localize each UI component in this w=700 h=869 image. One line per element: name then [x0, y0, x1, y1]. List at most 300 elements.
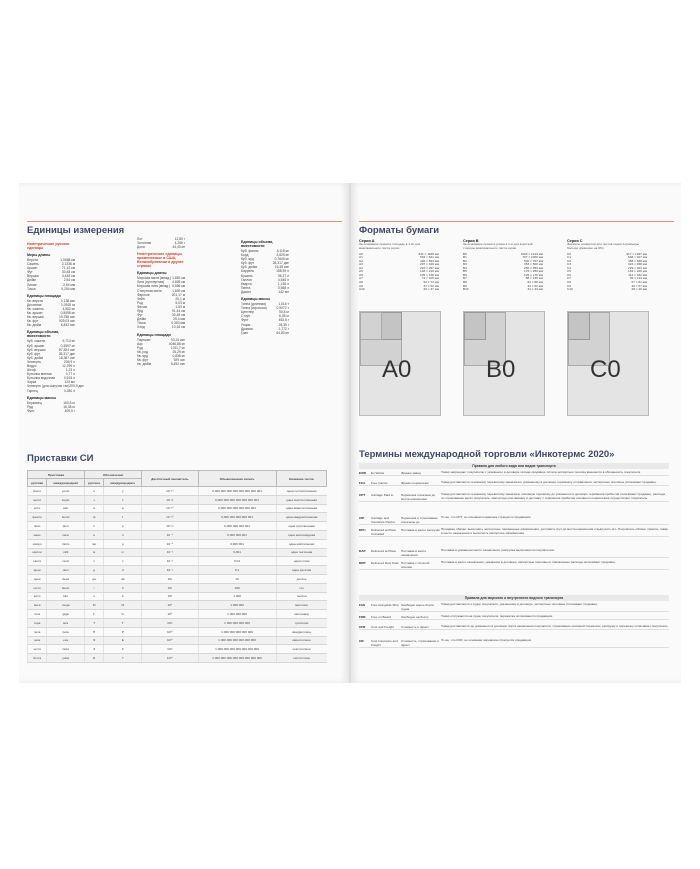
unit-value: 929 см² — [173, 357, 185, 362]
units-subtitle-2: Неметрические единицы, применяемые в США, Великобритании и других странах — [137, 252, 184, 269]
unit-name: Драхма — [241, 326, 253, 331]
unit-row — [137, 245, 185, 249]
si-cell: k — [104, 592, 142, 601]
unit-name: Куб. сажень — [27, 339, 46, 344]
si-table-row — [28, 548, 327, 557]
si-table-row — [28, 592, 327, 601]
si-cell: 10⁻¹⁸ — [142, 504, 198, 513]
si-cell: 1 000 000 — [198, 601, 276, 610]
incoterm-row — [359, 516, 669, 525]
si-cell: Г — [85, 610, 104, 619]
si-cell: миллион — [276, 601, 326, 610]
unit-name: Куб. дюйм — [241, 265, 257, 270]
unit-value: 12,299 л — [62, 363, 75, 368]
unit-name: Куб. фут — [27, 351, 41, 356]
paper-size-name: A8 — [359, 279, 363, 284]
unit-group-title: Меры длины — [27, 253, 51, 257]
unit-name: Берковец — [27, 400, 42, 405]
unit-name: Сажень — [27, 262, 39, 267]
si-cell: milli — [47, 548, 85, 557]
unit-name: Кв. дюйм — [27, 323, 42, 328]
incoterm-description: Поставка в место назначения, указанное в договоре, импортные пошлины и таможенные расходы оплачивает продавец. — [441, 560, 616, 564]
incoterm-row — [359, 481, 669, 486]
unit-value: 91,44 см — [171, 309, 185, 314]
si-cell: yotta — [47, 654, 85, 663]
si-cell: одна миллионная — [276, 539, 326, 548]
si-cell: h — [104, 583, 142, 592]
si-cell: m — [104, 548, 142, 557]
paper-size-value: 250 × 353 мм — [524, 265, 543, 270]
si-cell: одна секстиллионная — [276, 495, 326, 504]
paper-size-value: 88 × 125 мм — [525, 276, 543, 281]
unit-value: 1,83 м — [175, 304, 185, 309]
unit-value: 30,48 см — [171, 313, 185, 318]
si-cell: экса — [28, 636, 47, 645]
paper-size-value: 57 × 81 мм — [631, 279, 647, 284]
paper-size-value: 52 × 74 мм — [423, 279, 439, 284]
si-cell: 10²¹ — [142, 645, 198, 654]
si-cell: микро — [28, 539, 47, 548]
unit-name: Фунт — [241, 318, 249, 323]
unit-name: Куб. ярд — [241, 257, 254, 262]
paper-size-name: C0 — [567, 251, 571, 256]
si-cell: n — [104, 530, 142, 539]
si-table-row — [28, 583, 327, 592]
series-description: Форматы конвертов для листов серии A (размеры больше примерно на 9%) — [567, 242, 640, 250]
unit-value: 3,280 л — [63, 388, 75, 393]
units-subtitle: Неметрические русские единицы — [27, 242, 70, 250]
unit-value: 0,3597 м³ — [60, 343, 75, 348]
unit-name: Бутылка винная — [27, 372, 52, 377]
incoterm-code: DDP — [359, 561, 366, 565]
paper-size-value: 44 × 62 мм — [527, 283, 543, 288]
incoterm-description: Товар доставляется основному перевозчику заказчика и указанному в договоре терминалу отправления, экспортные пошлины уплачивает продавец. — [441, 480, 657, 484]
paper-size-value: 324 × 458 мм — [628, 262, 647, 267]
paper-size-name: B1 — [463, 255, 467, 260]
si-cell: Z — [104, 645, 142, 654]
si-table-row — [28, 654, 327, 663]
unit-name: Дюйм — [27, 278, 36, 283]
si-cell: f — [104, 513, 142, 522]
si-cell: 1 000 000 000 000 000 000 000 000 — [198, 654, 276, 663]
units-column-2 — [137, 237, 185, 366]
si-cell: н — [85, 530, 104, 539]
unit-value: 16,387 см³ — [58, 355, 75, 360]
si-header-symbol: Обозначение — [85, 471, 142, 479]
unit-name: Кв. фут — [137, 357, 149, 362]
paper-size-name: A3 — [359, 262, 363, 267]
paper-size-name: C7 — [567, 276, 571, 281]
incoterm-description: Товар запрещают покупателю с указанного в договоре склада продавца, оплата экспортных пошлин вменяется в обязанность покупателя. — [441, 470, 642, 474]
paper-size-name: A6 — [359, 272, 363, 277]
unit-name: Морская миля (межд.) — [137, 276, 172, 281]
si-cell: E — [104, 636, 142, 645]
unit-name: Пинта — [241, 285, 251, 290]
paper-formats-title: Форматы бумаги — [359, 225, 440, 236]
incoterm-english: Cost Insurance and Freight — [371, 639, 398, 647]
unit-row — [241, 331, 289, 335]
si-cell: нано — [28, 530, 47, 539]
paper-size-value: 297 × 420 мм — [420, 262, 439, 267]
units-title: Единицы измерения — [27, 225, 125, 236]
si-cell: и — [85, 487, 104, 496]
unit-value: 6,452 см² — [170, 362, 185, 367]
unit-name: Золотник — [137, 241, 152, 246]
paper-size-value: 37 × 52 мм — [423, 283, 439, 288]
si-table-row — [28, 557, 327, 566]
series-description: За основание принята площадь в 1 м² для максимального листа серии — [359, 242, 421, 250]
si-table-row — [28, 495, 327, 504]
incoterm-description: Товар доставляется к судну покупателя, указанному в договоре, экспортные пошлины уплачивает продавец. — [441, 602, 598, 606]
unit-name: Куб. фут — [241, 261, 255, 266]
incoterm-russian: Свободно на борту — [401, 615, 429, 619]
si-table-row — [28, 574, 327, 583]
si-cell: T — [104, 618, 142, 627]
top-rule — [27, 221, 342, 222]
si-cell: миллиард — [276, 610, 326, 619]
incoterm-english: Delivered at Place — [371, 549, 397, 553]
si-cell: зетта — [28, 645, 47, 654]
si-cell: 0,000 000 000 001 — [198, 522, 276, 531]
si-cell: p — [104, 522, 142, 531]
unit-name: Верста — [27, 258, 38, 262]
paper-size-value: 162 × 229 мм — [628, 269, 647, 274]
incoterm-description: Продавец обязан: выполнить экспортные таможенные оформления, доставить груз до места назначения и выгрузить его. Покупатель обязан: принять товар в месте назначения и выполнить импортное оформление. — [441, 527, 668, 535]
unit-group-title: Единицы массы — [27, 395, 57, 400]
paper-size-name: A10 — [359, 287, 365, 292]
unit-value: 1,138 км² — [61, 298, 75, 303]
si-cell: сто — [276, 583, 326, 592]
paper-size-value: 707 × 1000 мм — [522, 255, 543, 260]
paper-size-name: C8 — [567, 279, 571, 284]
series-description: За основание принята длина в 1 м для короткой стороны максимального листа серии — [463, 242, 533, 250]
paper-series-c — [567, 239, 647, 292]
si-prefix-table — [27, 470, 327, 663]
si-cell: 10⁻¹⁵ — [142, 513, 198, 522]
si-cell: одна квадриллионная — [276, 513, 326, 522]
incoterm-row — [359, 603, 669, 612]
incoterm-code: CIP — [359, 516, 365, 520]
paper-size-name: B0 — [463, 251, 467, 256]
si-cell: зепто — [28, 495, 47, 504]
si-cell: 10⁹ — [142, 610, 198, 619]
incoterm-russian: Перевозка и страхование оплачены до — [401, 516, 438, 524]
unit-name: Джилл — [241, 289, 252, 294]
si-header-notation: Обыкновенная запись — [198, 471, 276, 487]
si-cell: 10⁻² — [142, 557, 198, 566]
unit-name: Вершок — [27, 274, 39, 279]
unit-value: 4,546 л — [277, 277, 289, 282]
si-cell: да — [85, 574, 104, 583]
incoterm-row — [359, 549, 669, 558]
unit-name: Лига (сухопутная) — [137, 280, 165, 285]
si-cell: одна десятая — [276, 566, 326, 575]
si-cell: 10⁻¹ — [142, 566, 198, 575]
unit-row — [27, 409, 75, 413]
unit-name: Кв. вершок — [27, 315, 44, 320]
unit-value: 28,35 г — [278, 322, 289, 327]
incoterm-row — [359, 493, 669, 502]
paper-size-name: B10 — [463, 287, 469, 292]
si-cell: 10¹⁸ — [142, 636, 198, 645]
unit-value: 28,317 дм³ — [58, 351, 75, 356]
si-cell: а — [85, 504, 104, 513]
si-cell: 10¹⁵ — [142, 627, 198, 636]
paper-size-name: B6 — [463, 272, 467, 277]
incoterm-russian: Франко завод — [401, 471, 421, 475]
unit-value: 0,615 л — [63, 376, 75, 381]
unit-name: Стоун — [241, 314, 251, 319]
unit-value: 209,9 л — [63, 359, 75, 364]
unit-name: Куб. вершок — [27, 347, 46, 352]
unit-value: 6,452 см² — [60, 323, 75, 328]
book-spread — [19, 183, 681, 683]
paper-size-name: A2 — [359, 258, 363, 263]
unit-value: 123 мл — [64, 380, 75, 385]
unit-value: 0,568 л — [277, 285, 289, 290]
si-sub-ru-sym: русское — [85, 479, 104, 487]
unit-name: Кв. верста — [27, 298, 43, 303]
unit-value: 6,116 м³ — [276, 249, 289, 253]
incoterms-head-1: Правила для любого вида или видов транспорта — [359, 463, 669, 469]
unit-value: 93,24 км² — [171, 337, 185, 342]
unit-name: Фатом — [137, 304, 147, 309]
si-cell: 10² — [142, 583, 198, 592]
si-cell: йотта — [28, 654, 47, 663]
incoterms-title: Термины международной торговли «Инкотермс 2020» — [359, 449, 615, 460]
si-cell: zepto — [47, 495, 85, 504]
si-table-row — [28, 627, 327, 636]
sheet-a0 — [359, 311, 441, 416]
unit-value: 929,03 см² — [58, 319, 75, 324]
series-name: Серия B — [463, 239, 479, 243]
si-cell: с — [85, 557, 104, 566]
si-cell: мк — [85, 539, 104, 548]
si-cell: femto — [47, 513, 85, 522]
unit-value: 4,266 г — [174, 241, 185, 246]
paper-series-b — [463, 239, 543, 292]
paper-size-name: B3 — [463, 262, 467, 267]
si-cell: d — [104, 566, 142, 575]
unit-name: Гран — [241, 330, 249, 335]
unit-name: Ярд — [137, 309, 144, 314]
incoterm-russian: Франко перевозчик — [401, 481, 429, 485]
unit-value: 0,77 л — [65, 372, 75, 377]
unit-value: 0,5058 м² — [60, 311, 75, 316]
si-cell: 0,000 001 — [198, 539, 276, 548]
incoterm-english: Free Carrier — [371, 481, 388, 485]
incoterm-row — [359, 639, 669, 648]
si-table-row — [28, 610, 327, 619]
si-cell: z — [104, 495, 142, 504]
si-cell: 10⁻²¹ — [142, 495, 198, 504]
si-cell: Y — [104, 654, 142, 663]
unit-value: 12,80 г — [174, 237, 185, 241]
incoterm-code: FAS — [359, 603, 366, 607]
unit-value: 1,016 т — [278, 302, 289, 307]
incoterm-code: CPT — [359, 493, 366, 497]
unit-name: Чейн — [137, 296, 145, 301]
paper-size-value: 1000 × 1414 мм — [520, 251, 543, 256]
unit-name: Аршин — [27, 266, 38, 271]
unit-name: Четверть — [27, 359, 41, 364]
paper-size-value: 74 × 105 мм — [421, 276, 439, 281]
incoterm-russian: Перевозка оплачена до места назначения — [401, 493, 436, 501]
si-cell: mega — [47, 601, 85, 610]
si-cell: м — [85, 548, 104, 557]
unit-name: Баррель — [241, 269, 255, 274]
unit-name: Хэнд — [137, 325, 145, 330]
unit-row — [27, 287, 75, 291]
si-cell: квинтиллион — [276, 636, 326, 645]
si-table-row — [28, 513, 327, 522]
unit-name: Тонна (длинная) — [241, 302, 267, 307]
unit-name: Фунт — [27, 408, 35, 413]
paper-size-value: 176 × 250 мм — [524, 269, 543, 274]
si-cell: И — [85, 654, 104, 663]
unit-value: 9,713 м³ — [62, 339, 75, 344]
unit-name: Четверть (для сыпучих тел) — [27, 384, 70, 389]
unit-row — [137, 362, 185, 366]
unit-value: 0,353 мм — [171, 321, 185, 326]
unit-value: 409,5 г — [64, 408, 75, 413]
unit-group-title: Единицы массы — [241, 297, 271, 302]
sheet-a0-label: A0 — [382, 356, 412, 383]
si-cell: μ — [104, 539, 142, 548]
incoterm-english: Free Alongside Ship — [371, 603, 399, 607]
unit-name: Морская лига (межд.) — [137, 284, 171, 289]
si-cell: одна сотая — [276, 557, 326, 566]
unit-row — [27, 389, 75, 393]
paper-size-name: B7 — [463, 276, 467, 281]
si-cell: одна триллионная — [276, 522, 326, 531]
paper-size-name: C3 — [567, 262, 571, 267]
paper-size-row — [567, 288, 647, 292]
si-cell: kilo — [47, 592, 85, 601]
unit-name: Линия — [27, 282, 37, 287]
sheet-b0-label: B0 — [486, 356, 516, 383]
si-cell: санти — [28, 557, 47, 566]
incoterm-code: FCA — [359, 481, 366, 485]
unit-name: Унция — [241, 322, 251, 327]
si-cell: 10²⁴ — [142, 654, 198, 663]
unit-name: Гарнец — [27, 388, 38, 393]
incoterm-code: DPU — [359, 528, 366, 532]
si-cell: zetta — [47, 645, 85, 654]
unit-value: 158,99 л — [276, 269, 289, 274]
unit-value: 87,824 см³ — [58, 347, 75, 352]
incoterm-description: То же, что CFR, но основная перевозка страхуется продавцом. — [441, 638, 532, 642]
unit-name: Руд — [137, 345, 143, 350]
unit-name: Куб. аршин — [27, 343, 45, 348]
unit-value: 1,0668 км — [60, 258, 75, 262]
si-cell: 10⁻⁶ — [142, 539, 198, 548]
si-table-row — [28, 530, 327, 539]
unit-value: 4,552 м² — [62, 306, 75, 311]
si-cell: 10⁻²⁴ — [142, 487, 198, 496]
si-cell: da — [104, 574, 142, 583]
incoterm-russian: Свободно вдоль борта судна — [401, 603, 434, 611]
incoterm-english: Ex Works — [371, 471, 385, 475]
paper-size-value: 458 × 648 мм — [628, 258, 647, 263]
unit-value: 71,12 см — [61, 266, 75, 271]
sheet-b0 — [463, 311, 545, 416]
unit-name: Акр — [137, 341, 143, 346]
unit-name: Штоф — [27, 368, 37, 373]
si-cell: ф — [85, 513, 104, 522]
unit-row — [241, 290, 289, 294]
si-cell: 0,000 000 001 — [198, 530, 276, 539]
paper-size-value: 229 × 324 мм — [628, 265, 647, 270]
si-cell: 10¹² — [142, 618, 198, 627]
si-cell: 0,1 — [198, 566, 276, 575]
si-cell: P — [104, 627, 142, 636]
si-cell: пико — [28, 522, 47, 531]
unit-name: Бутылка водочная — [27, 376, 56, 381]
unit-value: 201,17 м — [171, 292, 185, 297]
si-cell: 10 — [198, 574, 276, 583]
unit-name: Кв. род — [137, 349, 149, 354]
incoterm-russian: Поставка с оплатой пошлин — [401, 561, 430, 569]
paper-size-row — [463, 288, 543, 292]
paper-size-value: 841 × 1189 мм — [418, 251, 439, 256]
unit-name: Род — [137, 300, 143, 305]
incoterm-code: CIF — [359, 639, 364, 643]
unit-value: 0,7646 м³ — [274, 257, 289, 262]
unit-value: 4046,86 м² — [168, 341, 185, 346]
si-cell: мега — [28, 601, 47, 610]
si-table-row — [28, 504, 327, 513]
si-cell: одна тысячная — [276, 548, 326, 557]
si-cell: 0,000 000 000 000 000 000 001 — [198, 495, 276, 504]
unit-name: Кв. аршин — [27, 311, 43, 316]
si-cell: G — [104, 610, 142, 619]
si-cell: 0,000 000 000 000 000 000 000 001 — [198, 487, 276, 496]
unit-name: Лот — [137, 237, 143, 241]
si-cell: дека — [28, 574, 47, 583]
paper-size-row — [359, 288, 439, 292]
si-cell: peta — [47, 627, 85, 636]
unit-value: 0,254 мм — [61, 286, 75, 291]
incoterm-english: Free on Board — [371, 615, 391, 619]
unit-name: Фарлонг — [137, 292, 150, 297]
si-cell: 10⁻⁹ — [142, 530, 198, 539]
unit-group-title: Единицы длины — [137, 271, 167, 276]
si-cell: тысяча — [276, 592, 326, 601]
unit-value: 16,38 кг — [63, 404, 75, 409]
unit-value: 4,828 км — [172, 280, 185, 285]
unit-value: 6,35 кг — [279, 314, 289, 319]
units-column-1 — [27, 239, 84, 413]
unit-group-title: Единицы объема, вместимости — [27, 330, 60, 339]
unit-value: 64,80 мг — [276, 330, 289, 335]
left-page — [19, 183, 349, 683]
paper-size-name: C9 — [567, 283, 571, 288]
si-sub-intl: международная — [47, 479, 85, 487]
incoterms-head-2: Правила для морского и внутреннего водного транспорта — [359, 595, 669, 601]
unit-row — [27, 323, 75, 327]
unit-name: Галлон — [241, 277, 252, 282]
unit-name: Ведро — [27, 363, 37, 368]
si-cell: micro — [47, 539, 85, 548]
unit-value: 50,8 кг — [279, 310, 289, 315]
si-cell: п — [85, 522, 104, 531]
paper-size-name: C10 — [567, 287, 573, 292]
unit-name: Центнер — [241, 310, 255, 315]
si-header-name: Название числа — [276, 471, 326, 487]
unit-value: 25,4 мм — [173, 317, 185, 322]
incoterm-description: То же, что CPT, но основная перевозка страхуется продавцом. — [441, 515, 532, 519]
